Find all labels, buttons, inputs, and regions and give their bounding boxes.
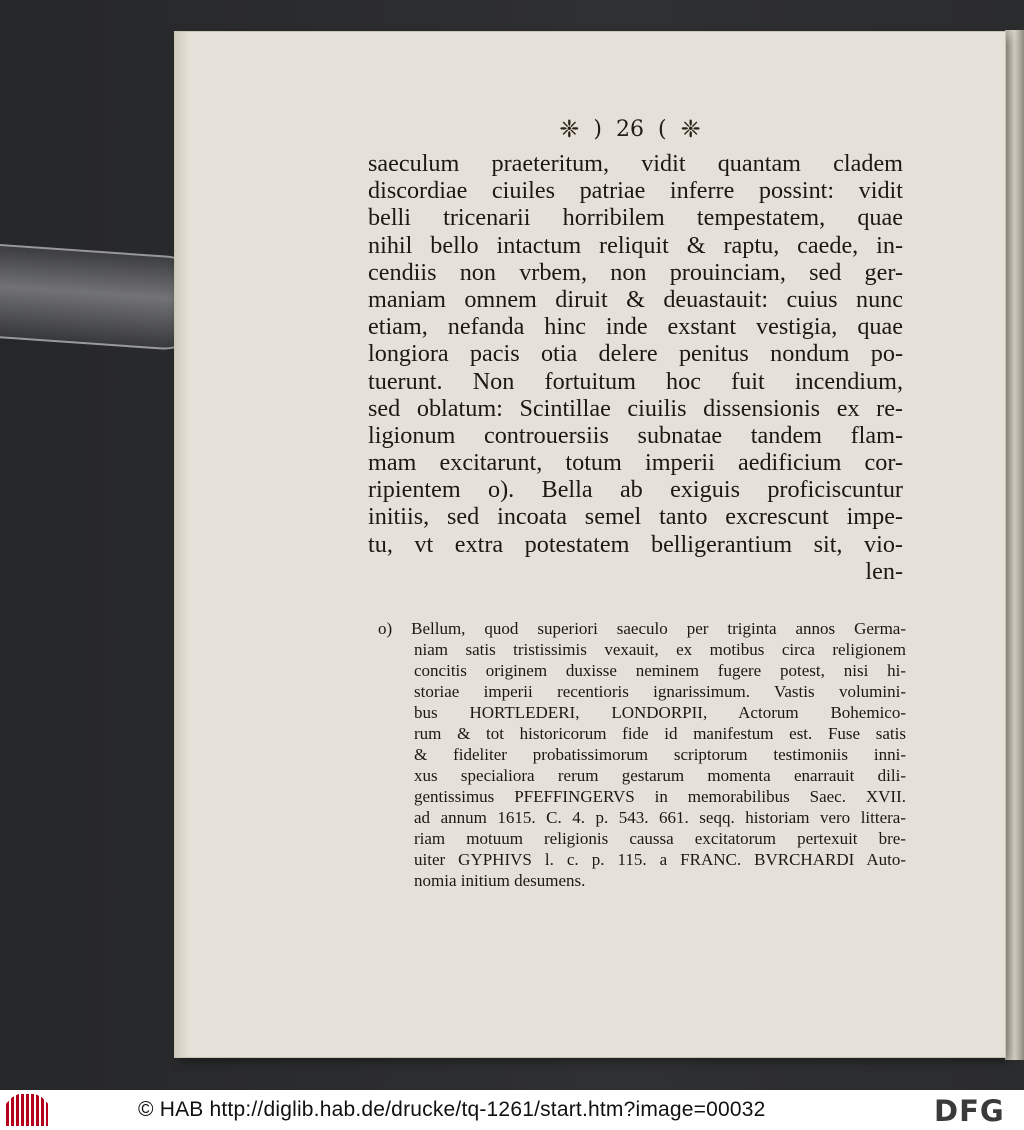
text-line: maniam omnem diruit & deuastauit: cuius nunc	[368, 285, 903, 313]
text-line: etiam, nefanda hinc inde exstant vestigia, quae	[368, 313, 903, 341]
text-line: initiis, sed incoata semel tanto excrescunt impe-	[368, 503, 903, 531]
footer-bar	[0, 1090, 1024, 1130]
footnote-line: concitis originem duxisse neminem fugere potest, nisi hi-	[414, 661, 906, 680]
footnote-line: nomia initium desumens.	[414, 871, 586, 890]
footnote-line: xus specialiora rerum gestarum momenta enarrauit dili-	[414, 766, 906, 785]
text-line: belli tricenarii horribilem tempestatem, quae	[368, 204, 903, 232]
text-line: nihil bello intactum reliquit & raptu, caede, in-	[368, 231, 903, 259]
dfg-logo: DFG	[934, 1094, 1005, 1128]
footnote	[378, 618, 906, 891]
footnote-line: gentissimus PFEFFINGERVS in memorabilibus Saec. XVII.	[414, 787, 906, 806]
page-header	[530, 112, 730, 146]
page-number: 26	[616, 116, 644, 142]
text-line: sed oblatum: Scintillae ciuilis dissensionis ex re-	[368, 394, 903, 422]
credit-link[interactable]: © HAB http://diglib.hab.de/drucke/tq-1261/start.htm?image=00032	[138, 1098, 766, 1121]
footnote-line: rum & tot historicorum fide id manifestum est. Fuse satis	[414, 724, 906, 743]
text-line: discordiae ciuiles patriae inferre possint: vidit	[368, 177, 903, 205]
main-text	[368, 150, 903, 585]
catchword: len-	[865, 557, 903, 585]
text-line: ripientem o). Bella ab exiguis proficiscuntur	[368, 476, 903, 504]
page-edge	[1005, 30, 1024, 1060]
footnote-line: & fideliter probatissimorum scriptorum testimoniis inni-	[414, 745, 906, 764]
footnote-line: niam satis tristissimis vexauit, ex motibus circa religionem	[414, 640, 906, 659]
text-line: mam excitarunt, totum imperii aedificium cor-	[368, 449, 903, 477]
ornament-right-icon: ❈	[680, 115, 701, 143]
hab-logo-icon	[6, 1094, 48, 1126]
text-line: tuerunt. Non fortuitum hoc fuit incendium,	[368, 367, 903, 395]
text-line: longiora pacis otia delere penitus nondum po-	[368, 340, 903, 368]
footnote-line: storiae imperii recentioris ignarissimum. Vastis volumini-	[414, 682, 906, 701]
footnote-line: bus HORTLEDERI, LONDORPII, Actorum Bohemico-	[414, 703, 906, 722]
paren-left: )	[593, 116, 602, 142]
paren-right: (	[658, 116, 667, 142]
page-gutter-shadow	[175, 32, 189, 1057]
footnote-line: riam motuum religionis caussa excitatorum pertexuit bre-	[414, 829, 906, 848]
footnote-line: o) Bellum, quod superiori saeculo per triginta annos Germa-	[378, 619, 906, 638]
footnote-line: uiter GYPHIVS l. c. p. 115. a FRANC. BVRCHARDI Auto-	[414, 850, 906, 869]
text-line: cendiis non vrbem, non prouinciam, sed ger-	[368, 258, 903, 286]
text-line: saeculum praeteritum, vidit quantam cladem	[368, 150, 903, 177]
text-line: tu, vt extra potestatem belligerantium sit, vio-	[368, 530, 903, 558]
text-line: ligionum controuersiis subnatae tandem flam-	[368, 421, 903, 449]
ornament-left-icon: ❈	[559, 115, 580, 143]
footnote-line: ad annum 1615. C. 4. p. 543. 661. seqq. historiam vero littera-	[414, 808, 906, 827]
